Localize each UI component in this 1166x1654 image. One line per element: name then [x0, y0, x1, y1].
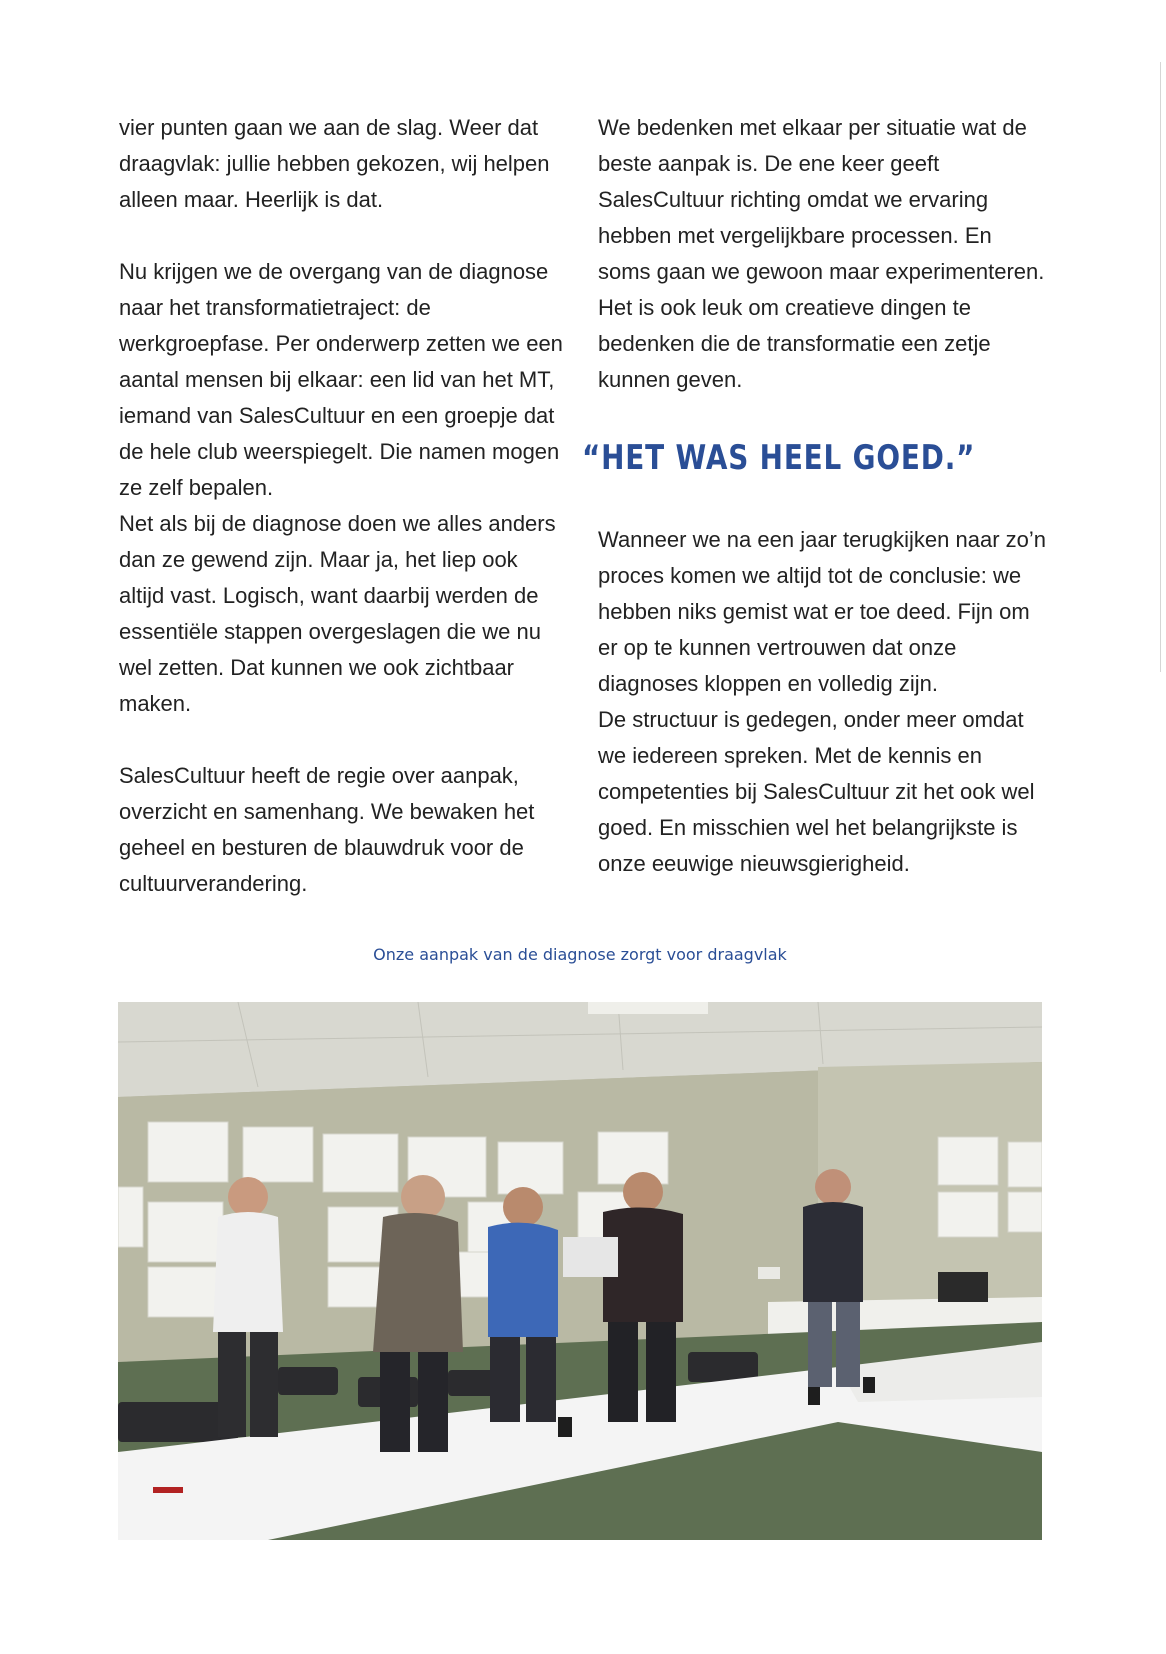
right-text-column [582, 110, 1048, 882]
pull-quote-heading: “HET WAS HEEL GOED.” [582, 438, 976, 478]
meeting-room-illustration [118, 1002, 1042, 1540]
laptop-bag [938, 1272, 988, 1302]
photo-caption: Onze aanpak van de diagnose zorgt voor draagvlak [373, 945, 787, 964]
marker [153, 1487, 183, 1493]
ceiling-light [588, 1002, 708, 1014]
right-paragraph-2: Het is ook leuk om creatieve dingen te bedenken die de transformatie een zetje kunnen geven. [598, 295, 991, 392]
coffee-cup [558, 1417, 572, 1437]
page-edge-line [1160, 62, 1161, 672]
left-paragraph-1: vier punten gaan we aan de slag. Weer dat draagvlak: jullie hebben gekozen, wij helpen alleen maar. Heerlijk is dat. [119, 115, 550, 212]
coffee-cup [863, 1377, 875, 1393]
left-paragraph-3: Net als bij de diagnose doen we alles anders dan ze gewend zijn. Maar ja, het liep ook altijd vast. Logisch, want daarbij werden de essentiële stappen overgeslagen die we nu wel zetten. Dat kunnen we ook zichtbaar maken. [119, 511, 556, 716]
meeting-room-photo [118, 1002, 1042, 1540]
left-text-column [119, 110, 569, 902]
power-outlet [758, 1267, 780, 1279]
coffee-cup [808, 1387, 820, 1405]
right-paragraph-4: De structuur is gedegen, onder meer omdat we iedereen spreken. Met de kennis en competenties bij SalesCultuur zit het ook wel goed. En misschien wel het belangrijkste is onze eeuwige nieuwsgierigheid. [598, 707, 1035, 876]
left-paragraph-2: Nu krijgen we de overgang van de diagnose naar het transformatietraject: de werkgroepfase. Per onderwerp zetten we een aantal mensen bij elkaar: een lid van het MT, iemand van SalesCultuur en een groepje dat de hele club weerspiegelt. Die namen mogen ze zelf bepalen. [119, 259, 563, 500]
right-paragraph-1: We bedenken met elkaar per situatie wat de beste aanpak is. De ene keer geeft SalesCultuur richting omdat we ervaring hebben met vergelijkbare processen. En soms gaan we gewoon maar experimenteren. [598, 115, 1045, 284]
right-paragraph-3: Wanneer we na een jaar terugkijken naar zo’n proces komen we altijd tot de conclusie: we hebben niks gemist wat er toe deed. Fijn om er op te kunnen vertrouwen dat onze diagnoses kloppen en volledig zijn. [598, 527, 1047, 696]
left-paragraph-4: SalesCultuur heeft de regie over aanpak, overzicht en samenhang. We bewaken het geheel en besturen de blauwdruk voor de cultuurverandering. [119, 763, 535, 896]
